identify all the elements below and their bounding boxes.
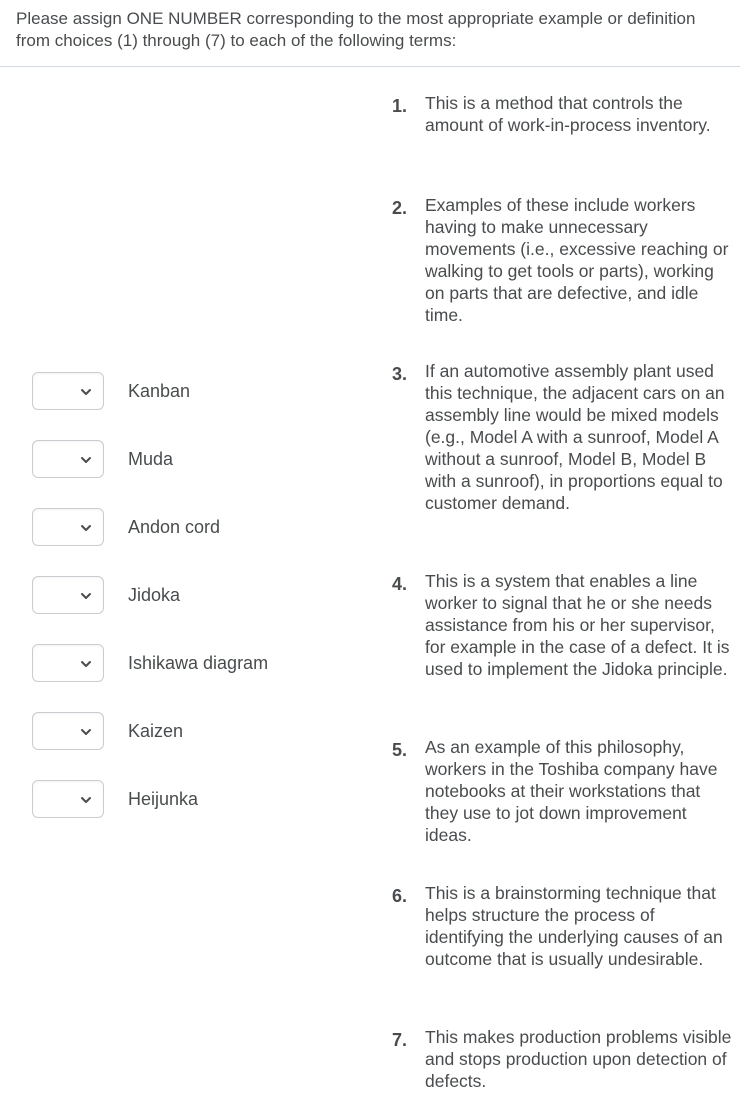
answer-select-ishikawa-diagram[interactable] bbox=[32, 644, 104, 682]
definition-number: 6. bbox=[392, 886, 408, 906]
answer-select-heijunka[interactable] bbox=[32, 780, 104, 818]
term-label: Heijunka bbox=[128, 789, 199, 809]
definition-text: As an example of this philosophy, workers in the Toshiba company have notebooks at their workstations that they use to jot down improvement ideas. bbox=[425, 737, 718, 845]
definition-number: 1. bbox=[392, 96, 408, 116]
answer-select-andon-cord[interactable] bbox=[32, 508, 104, 546]
answer-select-jidoka[interactable] bbox=[32, 576, 104, 614]
chevron-down-icon bbox=[79, 589, 93, 603]
term-label: Jidoka bbox=[128, 585, 181, 605]
term-label: Muda bbox=[128, 449, 174, 469]
term-label: Ishikawa diagram bbox=[128, 653, 269, 673]
definition-number: 7. bbox=[392, 1030, 408, 1050]
definition-text: Examples of these include workers having to make unnecessary movements (i.e., excessive reaching or walking to get tools or parts), working on parts that are defective, and idle time. bbox=[425, 195, 729, 325]
definition-text: If an automotive assembly plant used this technique, the adjacent cars on an assembly line would be mixed models (e.g., Model A with a sunroof, Model A without a sunroof, Model B, Model B with a sunroof), in proportions equal to customer demand. bbox=[425, 361, 725, 513]
answer-select-muda[interactable] bbox=[32, 440, 104, 478]
definition-text: This is a method that controls the amount of work-in-process inventory. bbox=[425, 93, 711, 135]
definition-number: 4. bbox=[392, 574, 408, 594]
answer-select-kanban[interactable] bbox=[32, 372, 104, 410]
divider bbox=[0, 66, 740, 67]
term-label: Kaizen bbox=[128, 721, 184, 741]
chevron-down-icon bbox=[79, 385, 93, 399]
answer-select-kaizen[interactable] bbox=[32, 712, 104, 750]
definition-number: 2. bbox=[392, 198, 408, 218]
chevron-down-icon bbox=[79, 725, 93, 739]
definition-number: 3. bbox=[392, 364, 408, 384]
chevron-down-icon bbox=[79, 521, 93, 535]
instructions-text: Please assign ONE NUMBER corresponding to the most appropriate example or definition from choices (1) through (7) to each of the following terms: bbox=[16, 9, 696, 50]
definition-text: This makes production problems visible and stops production upon detection of defects. bbox=[425, 1027, 732, 1091]
chevron-down-icon bbox=[79, 793, 93, 807]
definition-text: This is a brainstorming technique that helps structure the process of identifying the underlying causes of an outcome that is usually undesirable. bbox=[425, 883, 723, 969]
chevron-down-icon bbox=[79, 657, 93, 671]
term-label: Andon cord bbox=[128, 517, 221, 537]
term-label: Kanban bbox=[128, 381, 191, 401]
chevron-down-icon bbox=[79, 453, 93, 467]
definition-number: 5. bbox=[392, 740, 408, 760]
definition-text: This is a system that enables a line worker to signal that he or she needs assistance from his or her supervisor, for example in the case of a defect. It is used to implement the Jidoka principle. bbox=[425, 571, 730, 679]
